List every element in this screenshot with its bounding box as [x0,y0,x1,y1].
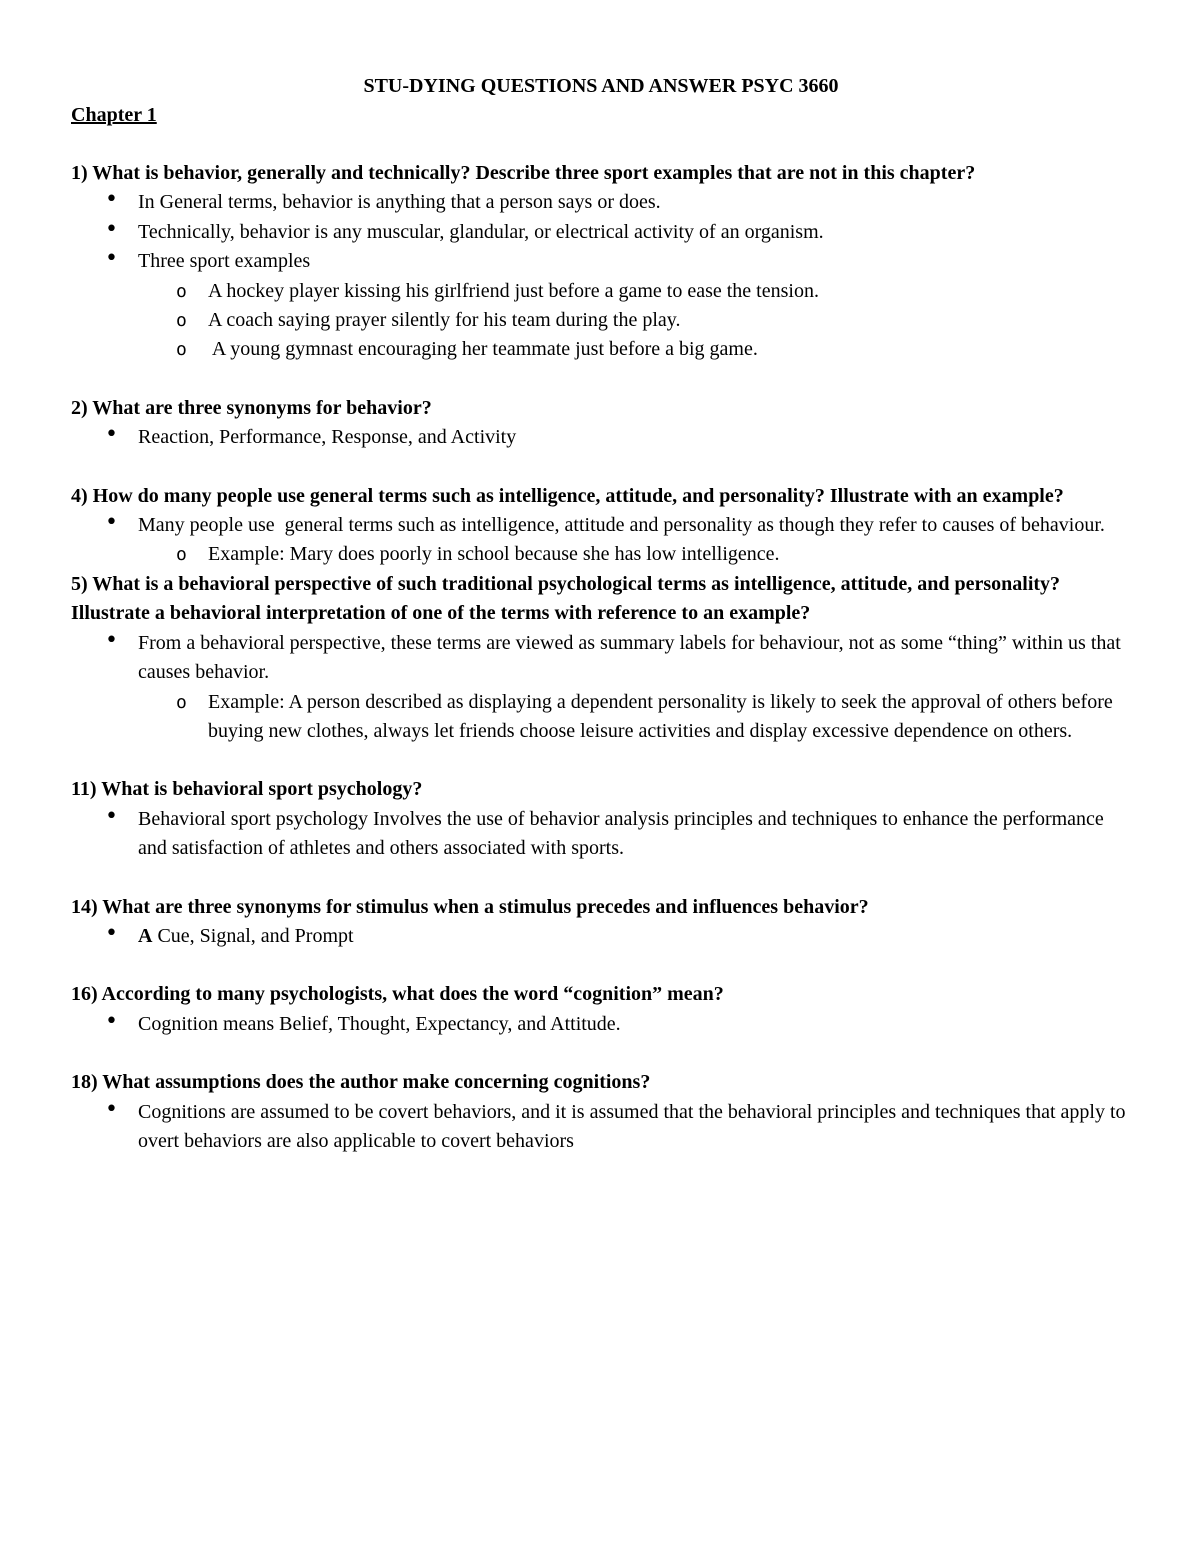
answer-item [71,922,1131,951]
sub-answer-list-5 [71,688,1131,747]
question-11: 11) What is behavioral sport psychology? [71,778,423,801]
spacer [71,1039,1131,1068]
document-title: STU-DYING QUESTIONS AND ANSWER PSYC 3660 [363,75,839,97]
question-16: 16) According to many psychologists, what does the word “cognition” mean? [71,983,724,1006]
answer-list-11 [71,805,1131,864]
answer-list-4 [71,511,1131,540]
sub-answer-list-4 [71,540,1131,569]
answer-item: • From a behavioral perspective, these terms are viewed as summary labels for behaviour, not as some “thing” within us that causes behavior. [71,629,1131,688]
question-block-16 [71,980,1131,1039]
question-block-2 [71,394,1131,453]
question-2: 2) What are three synonyms for behavior? [71,396,432,419]
question-block-11 [71,775,1131,863]
spacer [71,746,1131,775]
question-block-1 [71,159,1131,365]
answer-item-text: Cue, Signal, and Prompt [152,924,354,947]
sub-answer-item: o Example: Mary does poorly in school because she has low intelligence. [71,540,1131,569]
answer-list-5 [71,629,1131,688]
answer-item: • Many people use general terms such as intelligence, attitude and personality as though they refer to causes of behaviour. [71,511,1131,540]
spacer [71,951,1131,980]
answer-item: • Reaction, Performance, Response, and Activity [71,423,1131,452]
question-1: 1) What is behavior, generally and technically? Describe three sport examples that are not in this chapter? [71,162,976,184]
answer-item-label: Three sport examples [138,250,311,273]
sub-answer-item: o A coach saying prayer silently for his team during the play. [71,306,1131,335]
answer-list-16 [71,1010,1131,1039]
question-5: 5) What is a behavioral perspective of such traditional psychological terms as intelligence, attitude, and personality? Illustrate a behavioral interpretation of one of the terms with reference to an example? [71,572,1061,625]
answer-list-14 [71,922,1131,951]
question-4: 4) How do many people use general terms such as intelligence, attitude, and personality? Illustrate with an example? [71,484,1064,507]
answer-item: • In General terms, behavior is anything that a person says or does. [71,188,1131,217]
answer-item: • Cognitions are assumed to be covert behaviors, and it is assumed that the behavioral principles and techniques that apply to overt behaviors are also applicable to covert behaviors [71,1098,1131,1157]
spacer [71,130,1131,159]
answer-item: • Cognition means Belief, Thought, Expectancy, and Attitude. [71,1010,1131,1039]
answer-list-1 [71,188,1131,276]
answer-list-18 [71,1098,1131,1157]
answer-item: • Behavioral sport psychology Involves the use of behavior analysis principles and techniques to enhance the performance and satisfaction of athletes and others associated with sports. [71,805,1131,864]
sub-answer-list-1 [71,277,1131,365]
sub-answer-item: o A young gymnast encouraging her teammate just before a big game. [71,335,1131,364]
sub-answer-item: o Example: A person described as displaying a dependent personality is likely to seek the approval of others before buying new clothes, always let friends choose leisure activities and display excessive dependence on others. [71,688,1131,747]
chapter-heading: Chapter 1 [71,104,157,126]
question-block-4 [71,482,1131,570]
sub-answer-item: o A hockey player kissing his girlfriend just before a game to ease the tension. [71,277,1131,306]
question-block-18 [71,1068,1131,1156]
answer-item-bold-prefix: A [138,924,153,947]
answer-list-2 [71,423,1131,452]
answer-item [71,247,1131,276]
spacer [71,864,1131,893]
question-18: 18) What assumptions does the author make concerning cognitions? [71,1071,651,1094]
question-block-14 [71,893,1131,952]
spacer [71,453,1131,482]
question-block-5 [71,570,1131,746]
document-page [71,72,1131,1156]
question-14: 14) What are three synonyms for stimulus when a stimulus precedes and influences behavior? [71,895,869,918]
spacer [71,365,1131,394]
answer-item: • Technically, behavior is any muscular, glandular, or electrical activity of an organism. [71,218,1131,247]
